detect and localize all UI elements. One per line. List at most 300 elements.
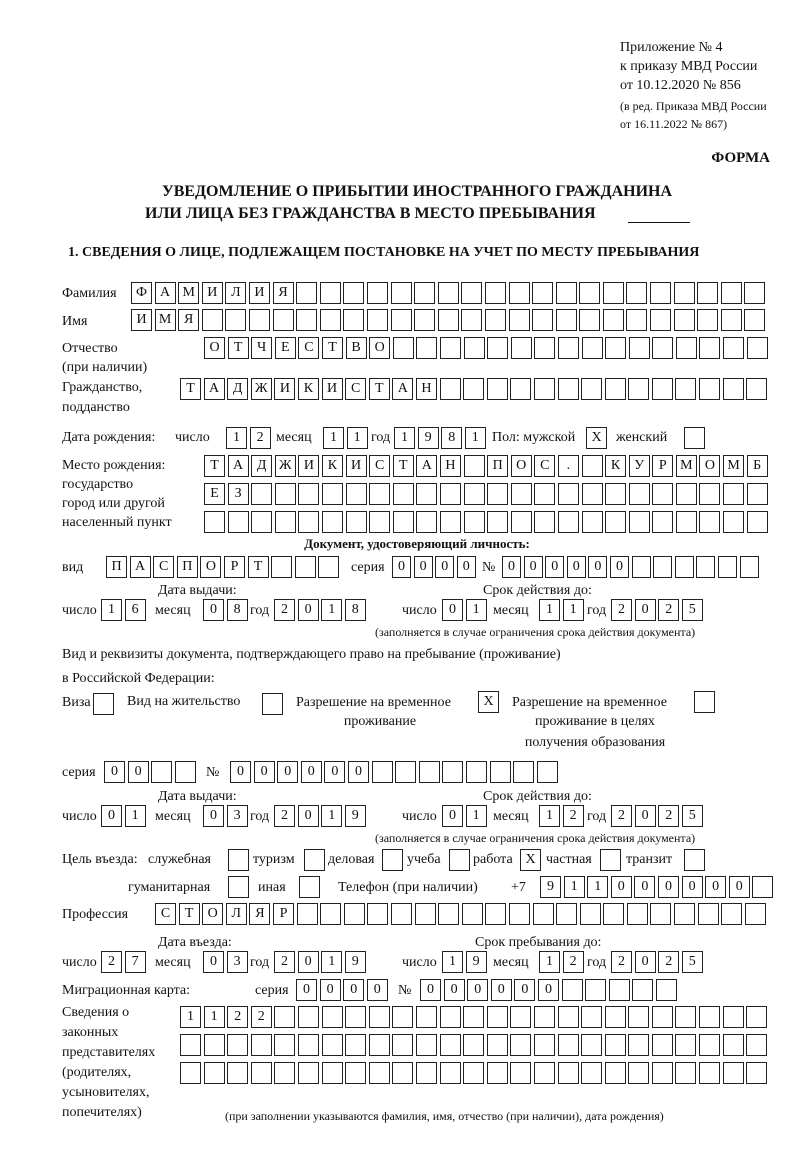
char-cell[interactable] <box>461 309 482 331</box>
char-cell[interactable]: 0 <box>367 979 388 1001</box>
char-cell[interactable] <box>322 511 343 533</box>
char-cell[interactable] <box>320 282 341 304</box>
char-cell[interactable] <box>322 1062 343 1084</box>
char-cell[interactable] <box>367 309 388 331</box>
char-cell[interactable] <box>204 1034 225 1056</box>
char-cell[interactable] <box>746 1006 767 1028</box>
char-cell[interactable] <box>581 1062 602 1084</box>
char-cell[interactable]: А <box>392 378 413 400</box>
char-cell[interactable]: 2 <box>658 805 679 827</box>
char-cell[interactable]: И <box>274 378 295 400</box>
char-cell[interactable]: 1 <box>321 951 342 973</box>
char-cell[interactable] <box>274 1006 295 1028</box>
char-cell[interactable]: 1 <box>204 1006 225 1028</box>
char-cell[interactable]: 0 <box>420 979 441 1001</box>
char-cell[interactable] <box>228 876 249 898</box>
char-cell[interactable] <box>416 1062 437 1084</box>
char-cell[interactable]: 0 <box>301 761 322 783</box>
char-cell[interactable] <box>534 378 555 400</box>
char-cell[interactable]: К <box>322 455 343 477</box>
char-cell[interactable]: О <box>511 455 532 477</box>
char-cell[interactable] <box>723 1034 744 1056</box>
char-cell[interactable] <box>511 337 532 359</box>
char-cell[interactable]: 1 <box>101 599 122 621</box>
char-cell[interactable] <box>699 378 720 400</box>
char-cell[interactable] <box>369 1006 390 1028</box>
char-cell[interactable]: 2 <box>563 951 584 973</box>
char-cell[interactable] <box>509 282 530 304</box>
char-cell[interactable]: С <box>153 556 174 578</box>
char-cell[interactable]: А <box>155 282 176 304</box>
char-cell[interactable] <box>204 511 225 533</box>
char-cell[interactable] <box>463 1006 484 1028</box>
char-cell[interactable] <box>249 309 270 331</box>
char-cell[interactable] <box>487 1006 508 1028</box>
char-cell[interactable] <box>652 1006 673 1028</box>
char-cell[interactable]: И <box>131 309 152 331</box>
char-cell[interactable] <box>746 378 767 400</box>
char-cell[interactable]: 1 <box>180 1006 201 1028</box>
char-cell[interactable] <box>558 1034 579 1056</box>
char-cell[interactable]: 2 <box>274 951 295 973</box>
char-cell[interactable]: X <box>586 427 607 449</box>
char-cell[interactable] <box>721 903 742 925</box>
char-cell[interactable]: 1 <box>539 599 560 621</box>
char-cell[interactable]: 0 <box>230 761 251 783</box>
char-cell[interactable]: Ф <box>131 282 152 304</box>
char-cell[interactable] <box>746 1062 767 1084</box>
char-cell[interactable] <box>369 1062 390 1084</box>
char-cell[interactable]: 0 <box>524 556 543 578</box>
char-cell[interactable] <box>534 483 555 505</box>
char-cell[interactable] <box>274 1062 295 1084</box>
char-cell[interactable]: 0 <box>729 876 750 898</box>
char-cell[interactable]: 9 <box>540 876 561 898</box>
char-cell[interactable]: X <box>520 849 541 871</box>
char-cell[interactable] <box>605 1006 626 1028</box>
char-cell[interactable] <box>414 309 435 331</box>
char-cell[interactable] <box>558 1062 579 1084</box>
char-cell[interactable]: И <box>249 282 270 304</box>
char-cell[interactable] <box>487 1062 508 1084</box>
char-cell[interactable] <box>463 378 484 400</box>
char-cell[interactable]: 0 <box>467 979 488 1001</box>
char-cell[interactable]: 0 <box>502 556 521 578</box>
char-cell[interactable] <box>699 483 720 505</box>
char-cell[interactable] <box>675 1006 696 1028</box>
char-cell[interactable] <box>296 309 317 331</box>
char-cell[interactable]: Е <box>275 337 296 359</box>
char-cell[interactable]: 9 <box>345 951 366 973</box>
char-cell[interactable] <box>298 1034 319 1056</box>
char-cell[interactable] <box>676 337 697 359</box>
char-cell[interactable] <box>322 1006 343 1028</box>
char-cell[interactable] <box>274 1034 295 1056</box>
char-cell[interactable] <box>487 1034 508 1056</box>
char-cell[interactable]: 0 <box>442 599 463 621</box>
char-cell[interactable] <box>346 483 367 505</box>
char-cell[interactable] <box>228 849 249 871</box>
char-cell[interactable] <box>556 309 577 331</box>
char-cell[interactable]: Я <box>273 282 294 304</box>
char-cell[interactable] <box>304 849 325 871</box>
char-cell[interactable] <box>414 282 435 304</box>
char-cell[interactable]: М <box>723 455 744 477</box>
char-cell[interactable] <box>534 1034 555 1056</box>
char-cell[interactable]: 0 <box>457 556 476 578</box>
char-cell[interactable] <box>449 849 470 871</box>
char-cell[interactable] <box>605 1034 626 1056</box>
char-cell[interactable]: М <box>155 309 176 331</box>
char-cell[interactable] <box>650 282 671 304</box>
char-cell[interactable]: 0 <box>635 951 656 973</box>
char-cell[interactable]: М <box>178 282 199 304</box>
char-cell[interactable] <box>609 979 630 1001</box>
char-cell[interactable]: П <box>487 455 508 477</box>
char-cell[interactable] <box>275 511 296 533</box>
char-cell[interactable] <box>510 1034 531 1056</box>
char-cell[interactable] <box>723 511 744 533</box>
char-cell[interactable] <box>629 337 650 359</box>
char-cell[interactable] <box>262 693 283 715</box>
char-cell[interactable]: 0 <box>101 805 122 827</box>
char-cell[interactable] <box>697 282 718 304</box>
char-cell[interactable] <box>419 761 440 783</box>
char-cell[interactable] <box>438 903 459 925</box>
char-cell[interactable]: 1 <box>587 876 608 898</box>
char-cell[interactable]: 0 <box>588 556 607 578</box>
char-cell[interactable]: Р <box>224 556 245 578</box>
char-cell[interactable] <box>745 903 766 925</box>
char-cell[interactable] <box>674 309 695 331</box>
char-cell[interactable] <box>650 309 671 331</box>
char-cell[interactable]: 3 <box>227 805 248 827</box>
char-cell[interactable] <box>298 1062 319 1084</box>
char-cell[interactable] <box>251 483 272 505</box>
char-cell[interactable] <box>393 483 414 505</box>
char-cell[interactable] <box>675 378 696 400</box>
char-cell[interactable] <box>440 378 461 400</box>
char-cell[interactable]: П <box>106 556 127 578</box>
char-cell[interactable] <box>747 511 768 533</box>
char-cell[interactable]: 0 <box>705 876 726 898</box>
char-cell[interactable] <box>490 761 511 783</box>
char-cell[interactable] <box>416 1006 437 1028</box>
char-cell[interactable]: О <box>204 337 225 359</box>
char-cell[interactable] <box>605 483 626 505</box>
char-cell[interactable] <box>605 1062 626 1084</box>
char-cell[interactable]: 2 <box>611 599 632 621</box>
char-cell[interactable] <box>464 483 485 505</box>
char-cell[interactable] <box>747 483 768 505</box>
char-cell[interactable]: 2 <box>611 951 632 973</box>
char-cell[interactable] <box>652 378 673 400</box>
char-cell[interactable] <box>558 337 579 359</box>
char-cell[interactable] <box>752 876 773 898</box>
char-cell[interactable] <box>513 761 534 783</box>
char-cell[interactable] <box>628 378 649 400</box>
char-cell[interactable] <box>698 903 719 925</box>
char-cell[interactable] <box>393 337 414 359</box>
char-cell[interactable]: 3 <box>227 951 248 973</box>
char-cell[interactable]: 1 <box>226 427 247 449</box>
char-cell[interactable]: Л <box>225 282 246 304</box>
char-cell[interactable] <box>721 309 742 331</box>
char-cell[interactable] <box>180 1034 201 1056</box>
char-cell[interactable] <box>487 337 508 359</box>
char-cell[interactable] <box>582 511 603 533</box>
char-cell[interactable] <box>202 309 223 331</box>
char-cell[interactable]: И <box>298 455 319 477</box>
char-cell[interactable] <box>485 282 506 304</box>
char-cell[interactable]: Т <box>179 903 200 925</box>
char-cell[interactable]: 9 <box>418 427 439 449</box>
char-cell[interactable] <box>463 1062 484 1084</box>
char-cell[interactable] <box>382 849 403 871</box>
char-cell[interactable]: 2 <box>658 951 679 973</box>
char-cell[interactable]: 8 <box>441 427 462 449</box>
char-cell[interactable] <box>416 511 437 533</box>
char-cell[interactable] <box>442 761 463 783</box>
char-cell[interactable] <box>652 337 673 359</box>
char-cell[interactable] <box>582 337 603 359</box>
char-cell[interactable] <box>603 282 624 304</box>
char-cell[interactable] <box>718 556 737 578</box>
char-cell[interactable]: 6 <box>125 599 146 621</box>
char-cell[interactable]: 1 <box>442 951 463 973</box>
char-cell[interactable]: 9 <box>466 951 487 973</box>
char-cell[interactable] <box>372 761 393 783</box>
char-cell[interactable] <box>558 378 579 400</box>
char-cell[interactable] <box>605 511 626 533</box>
char-cell[interactable] <box>322 483 343 505</box>
char-cell[interactable] <box>392 1062 413 1084</box>
char-cell[interactable] <box>416 1034 437 1056</box>
char-cell[interactable]: 5 <box>682 599 703 621</box>
char-cell[interactable]: Л <box>226 903 247 925</box>
char-cell[interactable] <box>699 1062 720 1084</box>
char-cell[interactable] <box>440 483 461 505</box>
char-cell[interactable]: 0 <box>296 979 317 1001</box>
char-cell[interactable]: 0 <box>514 979 535 1001</box>
char-cell[interactable]: Т <box>248 556 269 578</box>
char-cell[interactable] <box>295 556 316 578</box>
char-cell[interactable] <box>299 876 320 898</box>
char-cell[interactable]: С <box>155 903 176 925</box>
char-cell[interactable] <box>653 556 672 578</box>
char-cell[interactable] <box>175 761 196 783</box>
char-cell[interactable]: Н <box>440 455 461 477</box>
char-cell[interactable] <box>723 483 744 505</box>
char-cell[interactable] <box>579 309 600 331</box>
char-cell[interactable] <box>346 511 367 533</box>
char-cell[interactable]: О <box>202 903 223 925</box>
char-cell[interactable] <box>650 903 671 925</box>
char-cell[interactable]: 0 <box>277 761 298 783</box>
char-cell[interactable]: 0 <box>635 805 656 827</box>
char-cell[interactable] <box>345 1062 366 1084</box>
char-cell[interactable] <box>534 337 555 359</box>
char-cell[interactable] <box>532 309 553 331</box>
char-cell[interactable] <box>556 282 577 304</box>
char-cell[interactable] <box>391 282 412 304</box>
char-cell[interactable] <box>605 337 626 359</box>
char-cell[interactable]: 2 <box>274 805 295 827</box>
char-cell[interactable] <box>275 483 296 505</box>
char-cell[interactable] <box>392 1006 413 1028</box>
char-cell[interactable]: Ж <box>275 455 296 477</box>
char-cell[interactable] <box>605 378 626 400</box>
char-cell[interactable] <box>675 1062 696 1084</box>
char-cell[interactable]: 0 <box>343 979 364 1001</box>
char-cell[interactable]: П <box>177 556 198 578</box>
char-cell[interactable] <box>510 1006 531 1028</box>
char-cell[interactable] <box>600 849 621 871</box>
char-cell[interactable]: С <box>298 337 319 359</box>
char-cell[interactable] <box>322 1034 343 1056</box>
char-cell[interactable] <box>227 1034 248 1056</box>
char-cell[interactable] <box>345 1034 366 1056</box>
char-cell[interactable] <box>438 282 459 304</box>
char-cell[interactable] <box>603 309 624 331</box>
char-cell[interactable] <box>180 1062 201 1084</box>
char-cell[interactable] <box>440 511 461 533</box>
char-cell[interactable] <box>579 282 600 304</box>
char-cell[interactable] <box>674 282 695 304</box>
char-cell[interactable]: А <box>416 455 437 477</box>
char-cell[interactable] <box>723 1006 744 1028</box>
char-cell[interactable]: 1 <box>125 805 146 827</box>
char-cell[interactable] <box>534 1062 555 1084</box>
char-cell[interactable]: 2 <box>611 805 632 827</box>
char-cell[interactable] <box>723 1062 744 1084</box>
char-cell[interactable]: Б <box>747 455 768 477</box>
char-cell[interactable]: 1 <box>539 805 560 827</box>
char-cell[interactable] <box>344 903 365 925</box>
char-cell[interactable]: 5 <box>682 805 703 827</box>
char-cell[interactable]: 0 <box>254 761 275 783</box>
char-cell[interactable]: 0 <box>435 556 454 578</box>
char-cell[interactable]: 0 <box>545 556 564 578</box>
char-cell[interactable] <box>463 1034 484 1056</box>
char-cell[interactable] <box>485 309 506 331</box>
char-cell[interactable]: Р <box>652 455 673 477</box>
char-cell[interactable] <box>487 378 508 400</box>
char-cell[interactable] <box>391 903 412 925</box>
char-cell[interactable] <box>699 511 720 533</box>
char-cell[interactable]: 0 <box>298 805 319 827</box>
char-cell[interactable] <box>369 1034 390 1056</box>
char-cell[interactable] <box>537 761 558 783</box>
char-cell[interactable] <box>747 337 768 359</box>
char-cell[interactable] <box>626 282 647 304</box>
char-cell[interactable]: Т <box>204 455 225 477</box>
char-cell[interactable]: 9 <box>345 805 366 827</box>
char-cell[interactable]: 0 <box>610 556 629 578</box>
char-cell[interactable]: К <box>298 378 319 400</box>
char-cell[interactable]: Д <box>227 378 248 400</box>
char-cell[interactable] <box>534 1006 555 1028</box>
char-cell[interactable]: С <box>534 455 555 477</box>
char-cell[interactable]: 1 <box>563 599 584 621</box>
char-cell[interactable] <box>744 282 765 304</box>
char-cell[interactable]: 0 <box>491 979 512 1001</box>
char-cell[interactable]: В <box>346 337 367 359</box>
char-cell[interactable] <box>251 1062 272 1084</box>
char-cell[interactable]: 0 <box>567 556 586 578</box>
char-cell[interactable]: 0 <box>324 761 345 783</box>
char-cell[interactable] <box>395 761 416 783</box>
char-cell[interactable]: 0 <box>442 805 463 827</box>
char-cell[interactable] <box>251 511 272 533</box>
char-cell[interactable] <box>227 1062 248 1084</box>
char-cell[interactable] <box>694 691 715 713</box>
char-cell[interactable] <box>603 903 624 925</box>
char-cell[interactable]: М <box>676 455 697 477</box>
char-cell[interactable]: Я <box>249 903 270 925</box>
char-cell[interactable]: 2 <box>227 1006 248 1028</box>
char-cell[interactable] <box>585 979 606 1001</box>
char-cell[interactable] <box>464 511 485 533</box>
char-cell[interactable] <box>628 1062 649 1084</box>
char-cell[interactable] <box>438 309 459 331</box>
char-cell[interactable] <box>440 1062 461 1084</box>
char-cell[interactable]: Т <box>322 337 343 359</box>
char-cell[interactable]: 0 <box>203 951 224 973</box>
char-cell[interactable]: А <box>204 378 225 400</box>
char-cell[interactable]: А <box>228 455 249 477</box>
char-cell[interactable] <box>343 309 364 331</box>
char-cell[interactable] <box>532 282 553 304</box>
char-cell[interactable]: О <box>369 337 390 359</box>
char-cell[interactable] <box>369 511 390 533</box>
char-cell[interactable]: Т <box>393 455 414 477</box>
char-cell[interactable] <box>721 282 742 304</box>
char-cell[interactable] <box>534 511 555 533</box>
char-cell[interactable] <box>440 1034 461 1056</box>
char-cell[interactable]: 1 <box>465 427 486 449</box>
char-cell[interactable]: 2 <box>101 951 122 973</box>
char-cell[interactable] <box>251 1034 272 1056</box>
char-cell[interactable]: 2 <box>251 1006 272 1028</box>
char-cell[interactable] <box>581 1034 602 1056</box>
char-cell[interactable] <box>632 556 651 578</box>
char-cell[interactable]: У <box>629 455 650 477</box>
char-cell[interactable] <box>345 1006 366 1028</box>
char-cell[interactable] <box>367 282 388 304</box>
char-cell[interactable]: 0 <box>348 761 369 783</box>
char-cell[interactable] <box>676 511 697 533</box>
char-cell[interactable]: О <box>699 455 720 477</box>
char-cell[interactable] <box>320 309 341 331</box>
char-cell[interactable]: З <box>228 483 249 505</box>
char-cell[interactable] <box>320 903 341 925</box>
char-cell[interactable] <box>510 378 531 400</box>
char-cell[interactable] <box>487 511 508 533</box>
char-cell[interactable] <box>228 511 249 533</box>
char-cell[interactable] <box>697 309 718 331</box>
char-cell[interactable] <box>656 979 677 1001</box>
char-cell[interactable] <box>509 903 530 925</box>
char-cell[interactable]: 7 <box>125 951 146 973</box>
char-cell[interactable]: Р <box>273 903 294 925</box>
char-cell[interactable] <box>416 483 437 505</box>
char-cell[interactable]: И <box>346 455 367 477</box>
char-cell[interactable]: Т <box>228 337 249 359</box>
char-cell[interactable]: 0 <box>682 876 703 898</box>
char-cell[interactable]: 1 <box>466 599 487 621</box>
char-cell[interactable] <box>297 903 318 925</box>
